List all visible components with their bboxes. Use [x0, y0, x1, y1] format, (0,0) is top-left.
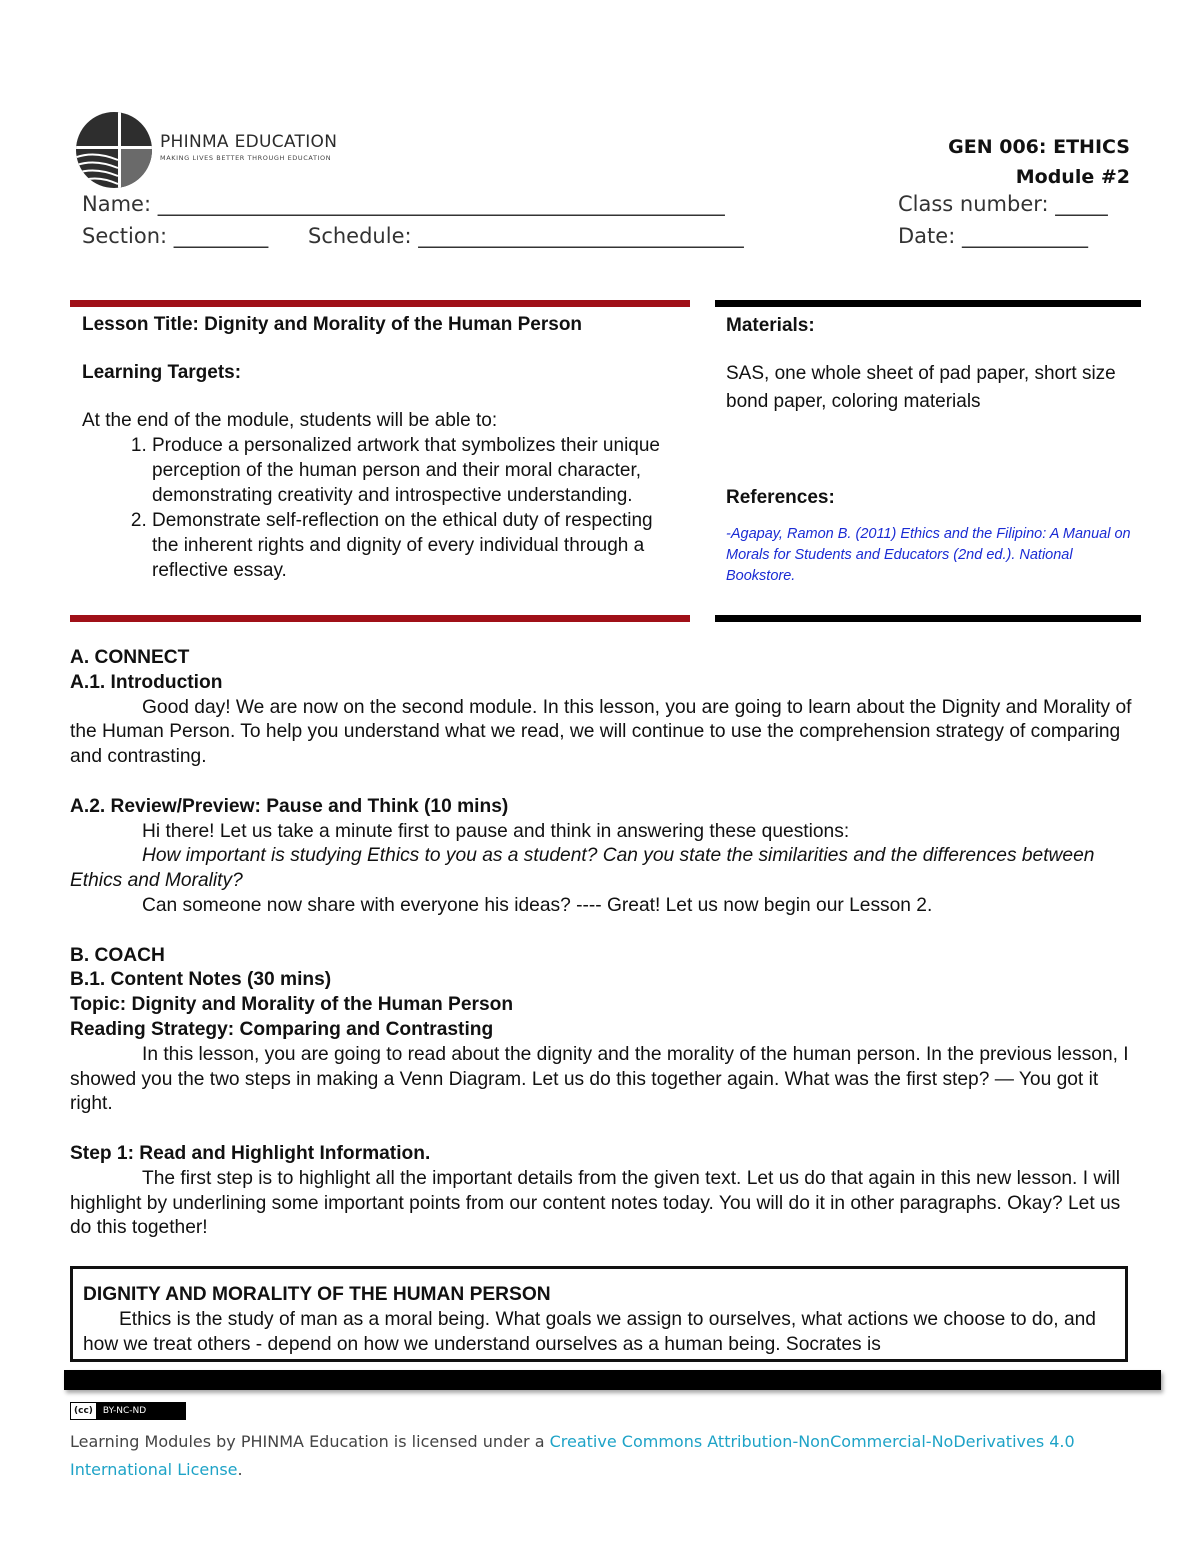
reading-box-text: Ethics is the study of man as a moral being. What goals we assign to ourselves, what actions we choose to do, and how we treat others - depend on how we understand ourselves as a human being. Socrates is: [83, 1308, 1096, 1355]
topic-heading: Topic: Dignity and Morality of the Human Person: [70, 994, 514, 1016]
name-field[interactable]: Name: ______________________________________________________: [82, 192, 725, 216]
step1-text: The first step is to highlight all the important details from the given text. Let us do that again in this new lesson. I will highlight by underlining some important points from our content notes today. You will do it in other paragraphs. Okay? Let us do this together!: [70, 1167, 1121, 1239]
learning-targets-list: [82, 433, 682, 583]
logo-name: PHINMA EDUCATION: [160, 132, 338, 152]
cc-license-badge[interactable]: [70, 1402, 186, 1420]
license-suffix: .: [237, 1460, 243, 1479]
materials-heading: Materials:: [726, 315, 815, 336]
module-number: Module #2: [1015, 166, 1130, 188]
coach-heading: B. COACH: [70, 944, 165, 966]
materials-bottom-rule: [715, 615, 1141, 622]
course-code: GEN 006: ETHICS: [948, 136, 1130, 158]
review-closing-text: Can someone now share with everyone his ideas? ---- Great! Let us now begin our Lesson 2.: [142, 894, 933, 916]
learning-targets-heading: Learning Targets:: [82, 362, 242, 383]
course-info: [948, 132, 1130, 192]
module-body: [70, 646, 1135, 1241]
introduction-text: Good day! We are now on the second module. In this lesson, you are going to learn about the Dignity and Morality of the Human Person. To help you understand what we read, we will continue to use the comprehension strategy of comparing and contrasting.: [70, 696, 1132, 768]
reading-strategy-heading: Reading Strategy: Comparing and Contrasting: [70, 1018, 494, 1040]
connect-heading: A. CONNECT: [70, 647, 190, 668]
lesson-top-rule: [70, 300, 690, 307]
references-text: -Agapay, Ramon B. (2011) Ethics and the Filipino: A Manual on Morals for Students and Educators (2nd ed.). National Bookstore.: [726, 526, 1131, 584]
license-notice: [70, 1428, 1130, 1484]
learning-target-item: 1. Produce a personalized artwork that symbolizes their unique perception of the human person and their moral character, demonstrating creativity and introspective understanding.: [152, 433, 682, 508]
logo-tagline: MAKING LIVES BETTER THROUGH EDUCATION: [160, 154, 332, 162]
review-text: Hi there! Let us take a minute first to pause and think in answering these questions:: [142, 820, 850, 842]
coach-intro-text: In this lesson, you are going to read about the dignity and the morality of the human person. In the previous lesson, I showed you the two steps in making a Venn Diagram. Let us do this together again. What was the first step? — You got it right.: [70, 1043, 1129, 1115]
section-field[interactable]: Section: _________: [82, 224, 269, 248]
review-heading: A.2. Review/Preview: Pause and Think (10 mins): [70, 795, 509, 817]
reading-box-title: DIGNITY AND MORALITY OF THE HUMAN PERSON: [83, 1284, 551, 1305]
class-number-field[interactable]: Class number: _____: [898, 192, 1108, 216]
phinma-globe-icon: [74, 110, 154, 190]
date-field[interactable]: Date: ____________: [898, 224, 1088, 248]
license-link[interactable]: Creative Commons Attribution-NonCommercial-NoDerivatives 4.0 International License: [70, 1432, 1075, 1479]
materials-panel: [726, 312, 1136, 587]
step1-heading: Step 1: Read and Highlight Information.: [70, 1142, 431, 1164]
references-heading: References:: [726, 487, 835, 508]
reading-box: [70, 1266, 1128, 1362]
learning-target-item: 2. Demonstrate self-reflection on the ethical duty of respecting the inherent rights and dignity of every individual through a reflective essay.: [152, 508, 682, 583]
materials-text: SAS, one whole sheet of pad paper, short size bond paper, coloring materials: [726, 363, 1116, 412]
lesson-bottom-rule: [70, 615, 690, 622]
footer-rule: [64, 1370, 1161, 1390]
lesson-info-panel: [82, 312, 682, 583]
schedule-field[interactable]: Schedule: _______________________________: [308, 224, 744, 248]
introduction-heading: A.1. Introduction: [70, 671, 223, 693]
cc-icon: (cc): [71, 1403, 97, 1419]
learning-targets-intro: At the end of the module, students will be able to:: [82, 410, 498, 431]
lesson-title: Lesson Title: Dignity and Morality of the Human Person: [82, 314, 583, 335]
cc-terms: BY-NC-ND: [97, 1403, 185, 1419]
license-prefix: Learning Modules by PHINMA Education is licensed under a: [70, 1432, 550, 1451]
review-questions: How important is studying Ethics to you as a student? Can you state the similarities and the differences between Ethics and Morality?: [70, 845, 1095, 892]
materials-top-rule: [715, 300, 1141, 307]
content-notes-heading: B.1. Content Notes (30 mins): [70, 969, 332, 991]
